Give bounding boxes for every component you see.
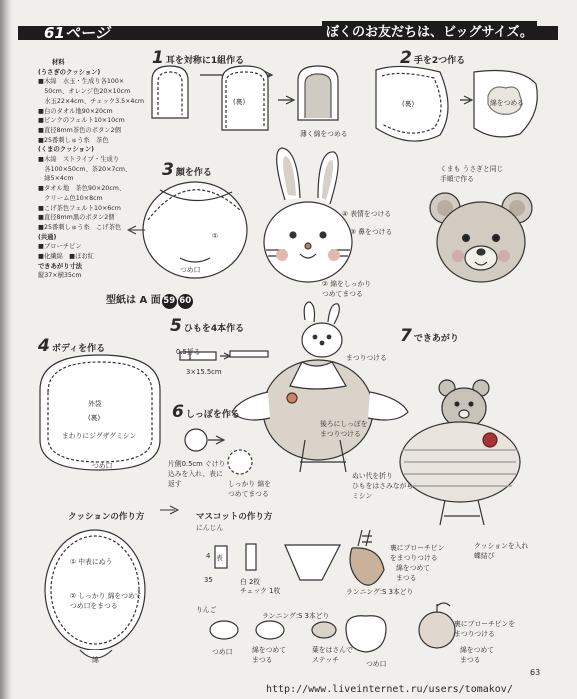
page-number-label: 61ページ <box>44 24 110 42</box>
material-item: ■タオル地 茶色90×20cm、 <box>38 185 126 193</box>
pattern-badge: 59 <box>162 294 177 309</box>
bear-head <box>430 193 532 282</box>
footer-page-number: 63 <box>530 668 541 677</box>
material-item: ■木綿 水玉・生成り各100× <box>38 78 125 86</box>
step-5-title: 5 ひもを4本作る <box>170 316 245 336</box>
carrot-dim-4: 4 <box>206 552 211 560</box>
material-item: 50cm、オレンジ色20×10cm <box>38 88 131 96</box>
materials-list <box>38 58 156 281</box>
zigzag-label: まわりにジグザグミシン <box>62 432 137 440</box>
apple-opening-label-2: つめ口 <box>366 660 387 668</box>
face-opening-label: つめ口 <box>180 266 201 274</box>
bear-same-steps-note: くまも うさぎと同じ 手順で作る <box>440 165 504 183</box>
finished-rabbit <box>232 302 408 472</box>
apple-label: りんご <box>196 606 217 614</box>
page-title: ぼくのお友だちは、ビッグサイズ。 <box>322 21 537 40</box>
materials-heading: 材料 <box>52 59 65 66</box>
step-6-title: 6 しっぽを作る <box>172 402 240 422</box>
cushion-filling-label: 綿 <box>92 656 99 664</box>
carrot-stuff-label: 綿をつめて まつる <box>396 564 430 582</box>
material-item: 水玉22×4cm、チェック3.5×4cm <box>38 97 144 105</box>
apple-running-label: ランニング:S 3本どり <box>262 612 330 620</box>
seam-string-label: ぬい代を折り ひもをはさみながら ミシン <box>352 472 414 500</box>
finished-size-heading: できあがり寸法 <box>38 262 83 270</box>
material-item: ■こげ茶色フェルト10×6cm <box>38 204 121 212</box>
tail-attach-label: 後ろにしっぽを まつりつける <box>320 420 368 438</box>
apple-opening-label: つめ口 <box>212 648 233 656</box>
finished-size-value: 縦37×横35cm <box>38 272 82 280</box>
tail-stuff-label: しっかり 綿を つめてまつる <box>228 480 271 498</box>
face-stuff-label: ② 綿をしっかり つめてまつる <box>322 280 372 298</box>
body-opening-label: つめ口 <box>92 462 113 470</box>
ear-ura-label: (裏) <box>233 98 246 106</box>
carrot-brooch-label: 裏にブローチピン をまつりつける <box>390 544 445 562</box>
finished-bear <box>400 380 520 525</box>
apple-brooch-label: 裏にブローチピンを まつりつける <box>454 620 516 638</box>
material-item: ■化繊綿 ■ほお紅 <box>38 253 94 261</box>
material-item: クリーム色10×8cm <box>38 194 103 202</box>
rabbit-head <box>264 148 352 282</box>
carrot-label: にんじん <box>196 524 224 532</box>
mascot-howto-title: マスコットの作り方 <box>196 512 273 522</box>
material-item: ■ピンクのフェルト10×10cm <box>38 117 125 125</box>
insert-cushion-label: クッションを入れ 蝶結び <box>474 542 529 560</box>
carrot-omote-label: 表 <box>216 554 223 562</box>
body-ura-label: (裏) <box>88 414 101 422</box>
pattern-note: 型紙は A 面 59 60 <box>106 291 193 309</box>
material-item: 緑5×4cm <box>38 175 74 183</box>
apple-stuff-label: 綿をつめて まつる <box>252 646 286 664</box>
bear-materials-heading: (くまのクッション) <box>38 146 95 154</box>
rabbit-materials-heading: (うさぎのクッション) <box>38 68 101 76</box>
apple-stuff-label-2: 綿をつめて まつる <box>460 646 494 664</box>
step-4-title: 4 ボディを作る <box>38 336 106 356</box>
step-7-title: 7 できあがり <box>400 326 459 346</box>
nose-label: ③ 鼻をつける <box>350 228 393 236</box>
apple-leaf-stitch-label: 葉をはさんで ステッチ <box>312 646 353 664</box>
tail-turn-label: 片側0.5cm ぐけり 込みを入れ、表に 返す <box>168 460 226 488</box>
face-step-circle: ① <box>212 232 219 240</box>
material-item: ■ブローチピン <box>38 243 82 251</box>
source-url: http://www.liveinternet.ru/users/tomakov/ <box>266 684 513 695</box>
material-item: 各100×50cm、茶20×7cm、 <box>38 165 132 173</box>
fold-label: 0.5折る <box>176 348 201 356</box>
material-item: ■25番刺しゅう糸 茶色 <box>38 136 109 144</box>
step-2-title: 2 手を2つ作る <box>400 48 466 68</box>
ear-attach-label: まつりつける <box>346 354 387 362</box>
outer-bag-label: 外袋 <box>88 400 102 408</box>
hand-stuff-label: 綿をつめる <box>490 99 524 107</box>
material-item: ■白のタオル地90×20cm <box>38 107 113 115</box>
carrot-dim-35: 35 <box>204 576 213 584</box>
step-1-title: 1 耳を対称に1組作る <box>152 48 245 68</box>
material-item: ■25番刺しゅう糸 こげ茶色 <box>38 223 122 231</box>
carrot-running-label: ランニング:S 3本どり <box>346 588 414 596</box>
cushion-stuff-label: ② しっかり 綿をつめて つめ口をまつる <box>70 592 142 610</box>
cushion-sew-label: ① 中表にぬう <box>70 558 113 566</box>
material-item: ■木綿 ストライプ・生成り <box>38 156 120 164</box>
carrot-white-label: 白 2枚 <box>240 578 261 586</box>
material-item: ■直径8mm黒のボタン2個 <box>38 214 115 222</box>
common-materials-heading: (共通) <box>38 233 57 241</box>
cushion-howto-title: クッションの作り方 <box>68 512 145 522</box>
face-expression-label: ④ 表情をつける <box>342 210 392 218</box>
pattern-badge: 60 <box>178 294 193 309</box>
carrot-check-label: チェック 1枚 <box>240 587 281 595</box>
thin-stuffing-label: 薄く綿をつめる <box>300 130 348 138</box>
string-size-label: 3×15.5cm <box>186 368 222 376</box>
hand-ura-label: (裏) <box>402 100 415 108</box>
step-3-title: 3 顔を作る <box>162 160 212 180</box>
material-item: ■直径8mm茶色のボタン2個 <box>38 126 121 134</box>
